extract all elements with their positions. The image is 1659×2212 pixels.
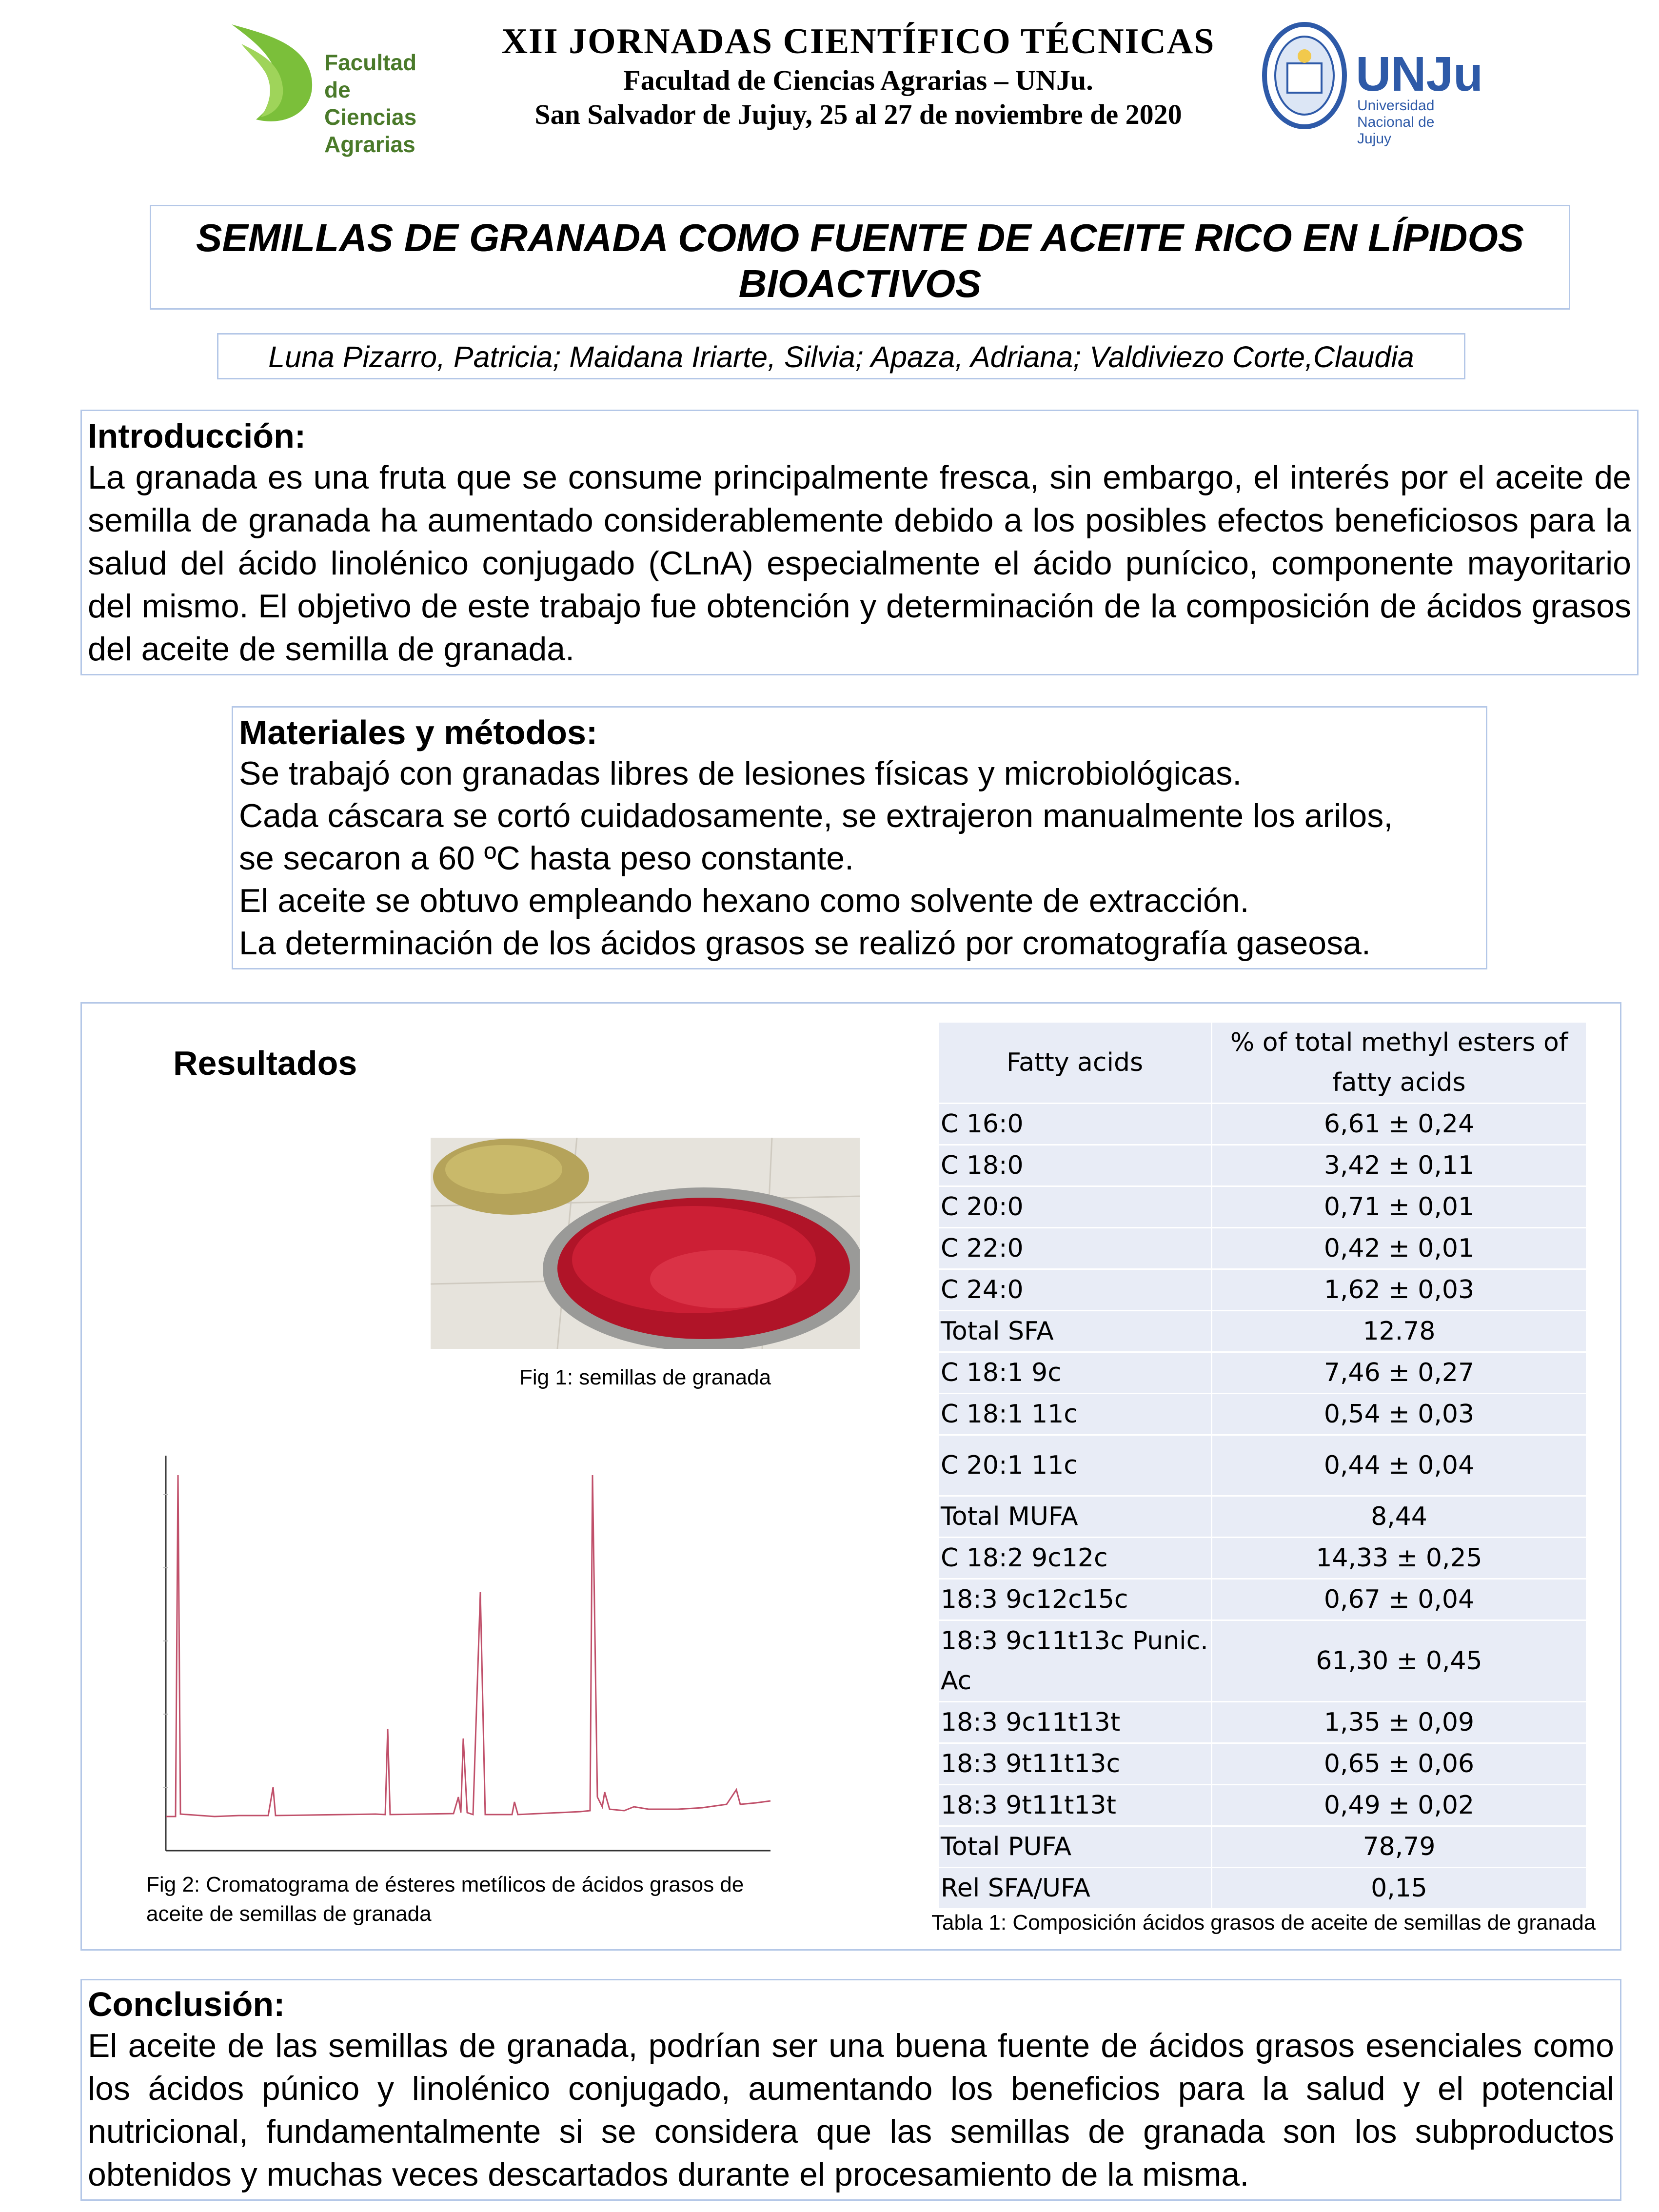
fatty-acid-value: 0,54 ± 0,03 [1212,1394,1586,1435]
fatty-acid-value: 0,15 [1212,1868,1586,1909]
methods-line: Cada cáscara se cortó cuidadosamente, se extrajeron manualmente los arilos, [239,797,1393,834]
column-header: Fatty acids [939,1023,1212,1104]
table-row [939,1785,1586,1826]
fatty-acid-value: 61,30 ± 0,45 [1212,1620,1586,1702]
authors-box [217,333,1465,379]
fatty-acid-value: 0,65 ± 0,06 [1212,1743,1586,1785]
fatty-acid-name: Total SFA [939,1311,1212,1352]
fatty-acid-value: 0,44 ± 0,04 [1212,1435,1586,1496]
chromatogram-image [141,1446,775,1860]
fatty-acid-value: 3,42 ± 0,11 [1212,1145,1586,1186]
fatty-acid-value: 78,79 [1212,1826,1586,1868]
fatty-acid-name: C 24:0 [939,1269,1212,1311]
event-title: XII JORNADAS CIENTÍFICO TÉCNICAS [501,21,1215,61]
fatty-acid-name: 18:3 9c12c15c [939,1579,1212,1620]
authors: Luna Pizarro, Patricia; Maidana Iriarte, Silvia; Apaza, Adriana; Valdiviezo Corte,Claudia [268,340,1414,374]
table-row [939,1104,1586,1145]
leaf-face-icon [227,15,324,132]
fatty-acid-value: 8,44 [1212,1496,1586,1538]
fatty-acid-name: C 18:1 9c [939,1352,1212,1394]
table-row [939,1868,1586,1909]
table-row [939,1228,1586,1269]
fatty-acid-value: 7,46 ± 0,27 [1212,1352,1586,1394]
fatty-acid-value: 6,61 ± 0,24 [1212,1104,1586,1145]
pomegranate-seeds-image [431,1138,860,1349]
event-header [488,20,1229,132]
event-faculty: Facultad de Ciencias Agrarias – UNJu. [623,64,1093,96]
table-header-row [939,1023,1586,1104]
methods-heading: Materiales y métodos: [239,713,598,751]
fatty-acid-name: C 16:0 [939,1104,1212,1145]
university-logo-name: UNJu [1356,47,1483,101]
table-row [939,1394,1586,1435]
table-caption: Tabla 1: Composición ácidos grasos de aceite de semillas de granada [931,1911,1596,1935]
fatty-acid-value: 0,67 ± 0,04 [1212,1579,1586,1620]
table-row [939,1743,1586,1785]
table-row [939,1145,1586,1186]
fatty-acid-name: C 18:2 9c12c [939,1538,1212,1579]
conclusion-section [80,1979,1621,2201]
fatty-acid-value: 12.78 [1212,1311,1586,1352]
table-row [939,1269,1586,1311]
fatty-acid-name: Total MUFA [939,1496,1212,1538]
introduction-text: La granada es una fruta que se consume principalmente fresca, sin embargo, el interés por el aceite de semilla de granada ha aumentado considerablemente debido a los posibles efectos beneficiosos para la salud del ácido linolénico conjugado (CLnA) especialmente el ácido punícico, componente mayoritario del mismo. El objetivo de este trabajo fue obtención y determinación de la composición de ácidos grasos del aceite de semilla de granada. [88,459,1631,668]
conclusion-heading: Conclusión: [88,1985,285,2023]
fatty-acid-name: 18:3 9c11t13t [939,1702,1212,1743]
table-row [939,1702,1586,1743]
university-logo-subtitle: Universidad Nacional de Jujuy [1357,98,1435,147]
fatty-acid-value: 14,33 ± 0,25 [1212,1538,1586,1579]
university-seal-icon [1261,20,1348,132]
pomegranate-seeds-photo [431,1138,860,1349]
introduction-heading: Introducción: [88,417,306,455]
fatty-acid-name: 18:3 9t11t13t [939,1785,1212,1826]
column-header: % of total methyl esters of fatty acids [1212,1023,1586,1104]
table-row [939,1186,1586,1228]
chromatogram-figure [141,1446,775,1860]
methods-line: La determinación de los ácidos grasos se realizó por cromatografía gaseosa. [239,925,1371,962]
fatty-acid-value: 0,71 ± 0,01 [1212,1186,1586,1228]
introduction-section [80,410,1639,675]
fatty-acid-name: Total PUFA [939,1826,1212,1868]
methods-section [232,706,1487,969]
table-row [939,1352,1586,1394]
table-row [939,1311,1586,1352]
fatty-acid-name: C 18:1 11c [939,1394,1212,1435]
results-heading: Resultados [173,1044,357,1082]
table-row [939,1579,1586,1620]
fatty-acids-table [939,1023,1586,1910]
figure-1-caption: Fig 1: semillas de granada [519,1365,771,1389]
fatty-acid-name: 18:3 9c11t13c Punic. Ac [939,1620,1212,1702]
fatty-acid-name: C 18:0 [939,1145,1212,1186]
event-place-date: San Salvador de Jujuy, 25 al 27 de noviembre de 2020 [534,99,1182,130]
table-row [939,1538,1586,1579]
faculty-logo-text: Facultad de Ciencias Agrarias [324,50,417,157]
methods-line: El aceite se obtuvo empleando hexano como solvente de extracción. [239,882,1249,919]
fatty-acid-value: 0,49 ± 0,02 [1212,1785,1586,1826]
table-row [939,1620,1586,1702]
conclusion-text: El aceite de las semillas de granada, podrían ser una buena fuente de ácidos grasos esenciales como los ácidos púnico y linolénico conjugado, aumentando los beneficios para la salud y el potencial nutricional, fundamentalmente si se considera que las semillas de granada son los subproductos obtenidos y muchas veces descartados durante el procesamiento de la misma. [88,2027,1614,2193]
university-logo [1261,20,1483,147]
table-row [939,1826,1586,1868]
fatty-acid-value: 1,62 ± 0,03 [1212,1269,1586,1311]
poster-title: SEMILLAS DE GRANADA COMO FUENTE DE ACEITE RICO EN LÍPIDOS BIOACTIVOS [196,216,1524,305]
fatty-acid-name: C 20:0 [939,1186,1212,1228]
fatty-acid-name: C 22:0 [939,1228,1212,1269]
fatty-acid-name: 18:3 9t11t13c [939,1743,1212,1785]
figure-2-caption: Fig 2: Cromatograma de ésteres metílicos de ácidos grasos de aceite de semillas de granada [146,1873,744,1926]
fatty-acid-value: 1,35 ± 0,09 [1212,1702,1586,1743]
methods-line: Se trabajó con granadas libres de lesiones físicas y microbiológicas. [239,755,1242,792]
methods-line: se secaron a 60 ºC hasta peso constante. [239,840,854,877]
table-row [939,1496,1586,1538]
fatty-acid-name: Rel SFA/UFA [939,1868,1212,1909]
fatty-acid-value: 0,42 ± 0,01 [1212,1228,1586,1269]
table-row [939,1435,1586,1496]
faculty-logo [227,15,441,157]
title-box [150,205,1570,310]
fatty-acid-name: C 20:1 11c [939,1435,1212,1496]
